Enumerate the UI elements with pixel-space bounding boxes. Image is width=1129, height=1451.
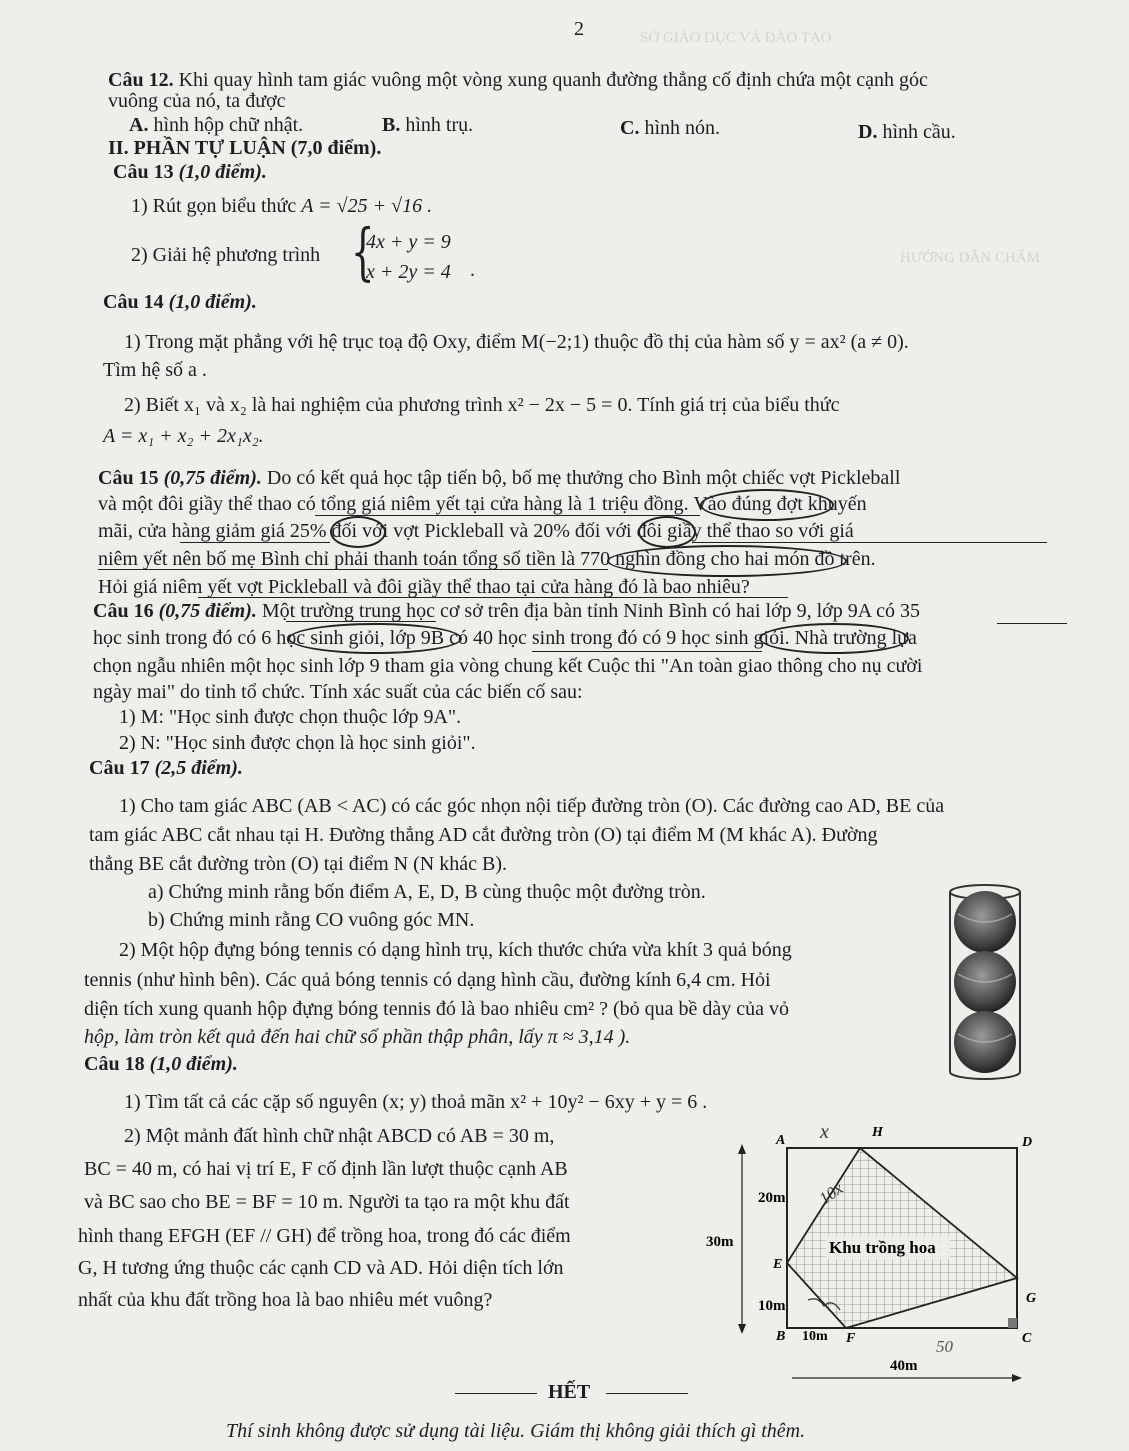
q18-part-1: 1) Tìm tất cả các cặp số nguyên (x; y) thoả mãn x² + 10y² − 6xy + y = 6 . bbox=[124, 1091, 708, 1113]
q14-part-1: 1) Trong mặt phẳng với hệ trục toạ độ Oxy, điểm M(−2;1) thuộc đồ thị của hàm số y = ax² (a ≠ 0). bbox=[124, 331, 909, 353]
dim-10m-bottom: 10m bbox=[802, 1329, 828, 1344]
bleed-through-text: HƯỚNG DẪN CHẤM bbox=[900, 250, 1040, 266]
q18-part-2-line-4: hình thang EFGH (EF // GH) để trồng hoa, trong đó các điểm bbox=[78, 1225, 571, 1247]
q18-part-2-line-6: nhất của khu đất trồng hoa là bao nhiêu mét vuông? bbox=[78, 1289, 493, 1311]
tennis-can-figure bbox=[944, 882, 1026, 1082]
q17-part-2-line-4: hộp, làm tròn kết quả đến hai chữ số phần thập phân, lấy π ≈ 3,14 ). bbox=[84, 1026, 631, 1048]
q18-heading: Câu 18 (1,0 điểm). bbox=[84, 1053, 238, 1075]
q17-part-b: b) Chứng minh rằng CO vuông góc MN. bbox=[148, 909, 475, 931]
handwritten-underline bbox=[532, 651, 762, 652]
q13-system-eq-2: x + 2y = 4 bbox=[366, 261, 451, 283]
q17-part-2-line-2: tennis (như hình bên). Các quả bóng tennis có dạng hình cầu, đường kính 6,4 cm. Hỏi bbox=[84, 969, 771, 991]
q12-option-c: C. hình nón. bbox=[620, 117, 721, 139]
q15-line-5: Hỏi giá niêm yết vợt Pickleball và đôi giầy thể thao tại cửa hàng đó là bao nhiêu? bbox=[98, 576, 750, 598]
handwritten-strike bbox=[286, 621, 436, 622]
label-h: H bbox=[872, 1125, 883, 1140]
q18-part-2-line-3: và BC sao cho BE = BF = 10 m. Người ta tạo ra một khu đất bbox=[84, 1191, 570, 1213]
handwritten-underline bbox=[98, 569, 608, 570]
handwritten-10x: 10x bbox=[815, 1178, 847, 1209]
label-a: A bbox=[776, 1133, 786, 1148]
q17-line-2: tam giác ABC cắt nhau tại H. Đường thẳng AD cắt đường tròn (O) tại điểm M (M khác A). Đường bbox=[89, 824, 878, 846]
q13-part-2: 2) Giải hệ phương trình bbox=[131, 244, 321, 266]
handwritten-50: 50 bbox=[936, 1337, 953, 1356]
handwritten-circle bbox=[700, 489, 834, 521]
q12-option-a: A. hình hộp chữ nhật. bbox=[129, 114, 304, 136]
q15-line-2: và một đôi giầy thể thao có tổng giá niêm yết tại cửa hàng là 1 triệu đồng. Vào đúng đợt khuyến bbox=[98, 493, 867, 515]
q17-part-a: a) Chứng minh rằng bốn điểm A, E, D, B cùng thuộc một đường tròn. bbox=[148, 881, 706, 903]
footer-note: Thí sinh không được sử dụng tài liệu. Giám thị không giải thích gì thêm. bbox=[226, 1420, 806, 1442]
handwritten-underline bbox=[692, 542, 1047, 543]
handwritten-circle bbox=[607, 545, 847, 577]
label-f: F bbox=[846, 1331, 856, 1346]
q17-line-3: thẳng BE cắt đường tròn (O) tại điểm N (N khác B). bbox=[89, 853, 507, 875]
q15-line-4: niêm yết nên bố mẹ Bình chỉ phải thanh toán tổng số tiền là 770 nghìn đồng cho hai món đồ trên. bbox=[98, 548, 876, 570]
end-text: HẾT bbox=[548, 1381, 591, 1403]
q14-part-1b: Tìm hệ số a . bbox=[103, 359, 207, 381]
label-c: C bbox=[1022, 1331, 1032, 1346]
region-label: Khu trồng hoa bbox=[829, 1238, 936, 1257]
q14-part-2: 2) Biết x₁ và x₂ là hai nghiệm của phương trình x² − 2x − 5 = 0. Tính giá trị của biểu thức bbox=[124, 394, 840, 416]
handwritten-underline bbox=[997, 623, 1067, 624]
dim-40m: 40m bbox=[890, 1358, 918, 1374]
q17-part-2-line-3: diện tích xung quanh hộp đựng bóng tennis đó là bao nhiêu cm² ? (bỏ qua bề dày của vỏ bbox=[84, 998, 790, 1020]
q12-text-1: Khi quay hình tam giác vuông một vòng xung quanh đường thẳng cố định chứa một cạnh góc bbox=[178, 69, 928, 91]
q17-part-2-line-1: 2) Một hộp đựng bóng tennis có dạng hình trụ, kích thước chứa vừa khít 3 quả bóng bbox=[119, 939, 792, 961]
section-2-heading: II. PHẦN TỰ LUẬN (7,0 điểm). bbox=[108, 137, 382, 159]
handwritten-x: x bbox=[820, 1121, 829, 1143]
q12-line-2: vuông của nó, ta được bbox=[108, 90, 286, 112]
q12-title: Câu 12. bbox=[108, 69, 174, 91]
handwritten-circle bbox=[759, 623, 909, 654]
q13-expression: A = √25 + √16 . bbox=[301, 195, 433, 217]
label-d: D bbox=[1022, 1135, 1033, 1150]
page-number: 2 bbox=[574, 18, 584, 40]
label-e: E bbox=[773, 1257, 783, 1272]
dim-10m-left: 10m bbox=[758, 1298, 786, 1314]
handwritten-circle bbox=[330, 516, 386, 548]
q18-part-2-line-1: 2) Một mảnh đất hình chữ nhật ABCD có AB = 30 m, bbox=[124, 1125, 555, 1147]
land-plot-figure bbox=[700, 1120, 1037, 1390]
handwritten-circle bbox=[638, 516, 696, 548]
end-rule-left bbox=[455, 1393, 537, 1394]
handwritten-circle bbox=[288, 623, 462, 654]
q15-line-1: Câu 15 (0,75 điểm). Do có kết quả học tập tiến bộ, bố mẹ thưởng cho Bình một chiếc vợt Pickleball bbox=[98, 467, 901, 489]
q18-part-2-line-5: G, H tương ứng thuộc các cạnh CD và AD. Hỏi diện tích lớn bbox=[78, 1257, 564, 1279]
system-brace: { bbox=[350, 215, 375, 288]
bleed-through-text: SỞ GIÁO DỤC VÀ ĐÀO TẠO bbox=[640, 30, 832, 46]
q13-heading: Câu 13 (1,0 điểm). bbox=[113, 161, 267, 183]
q17-heading: Câu 17 (2,5 điểm). bbox=[89, 757, 243, 779]
dim-30m: 30m bbox=[706, 1234, 734, 1250]
end-rule-right bbox=[606, 1393, 688, 1394]
handwritten-underline bbox=[315, 515, 700, 516]
q17-line-1: 1) Cho tam giác ABC (AB < AC) có các góc nhọn nội tiếp đường tròn (O). Các đường cao AD, BE của bbox=[119, 795, 945, 817]
q16-event-2: 2) N: "Học sinh được chọn là học sinh giỏi". bbox=[119, 732, 476, 754]
q16-event-1: 1) M: "Học sinh được chọn thuộc lớp 9A". bbox=[119, 706, 462, 728]
q14-part-2b: A = x₁ + x₂ + 2x₁x₂. bbox=[103, 425, 264, 447]
q18-part-2-line-2: BC = 40 m, có hai vị trí E, F cố định lần lượt thuộc cạnh AB bbox=[84, 1158, 568, 1180]
q12-option-b: B. hình trụ. bbox=[382, 114, 474, 136]
handwritten-underline bbox=[180, 542, 330, 543]
q13-part-1: 1) Rút gọn biểu thức A = √25 + √16 . bbox=[131, 195, 433, 217]
handwritten-underline bbox=[198, 597, 788, 598]
q16-line-3: chọn ngẫu nhiên một học sinh lớp 9 tham gia vòng chung kết Cuộc thi "An toàn giao thông cho nụ cười bbox=[93, 655, 923, 677]
q13-system-eq-1: 4x + y = 9 bbox=[366, 231, 451, 253]
q15-line-3: mãi, cửa hàng giảm giá 25% đối với vợt Pickleball và 20% đối với đôi giầy thể thao so với giá bbox=[98, 520, 854, 542]
q16-line-1: Câu 16 (0,75 điểm). Một trường trung học cơ sở trên địa bàn tỉnh Ninh Bình có hai lớp 9, lớp 9A có 35 bbox=[93, 600, 920, 622]
label-b: B bbox=[776, 1329, 786, 1344]
q12-option-d: D. hình cầu. bbox=[858, 121, 956, 143]
q16-line-4: ngày mai" do tỉnh tổ chức. Tính xác suất của các biến cố sau: bbox=[93, 681, 583, 703]
dim-20m: 20m bbox=[758, 1190, 786, 1206]
q16-line-2: học sinh trong đó có 6 học sinh giỏi, lớp 9B có 40 học sinh trong đó có 9 học sinh giỏi. Nhà trường lựa bbox=[93, 627, 917, 649]
q13-system-dot: . bbox=[470, 259, 475, 281]
q14-heading: Câu 14 (1,0 điểm). bbox=[103, 291, 257, 313]
label-g: G bbox=[1026, 1291, 1037, 1306]
